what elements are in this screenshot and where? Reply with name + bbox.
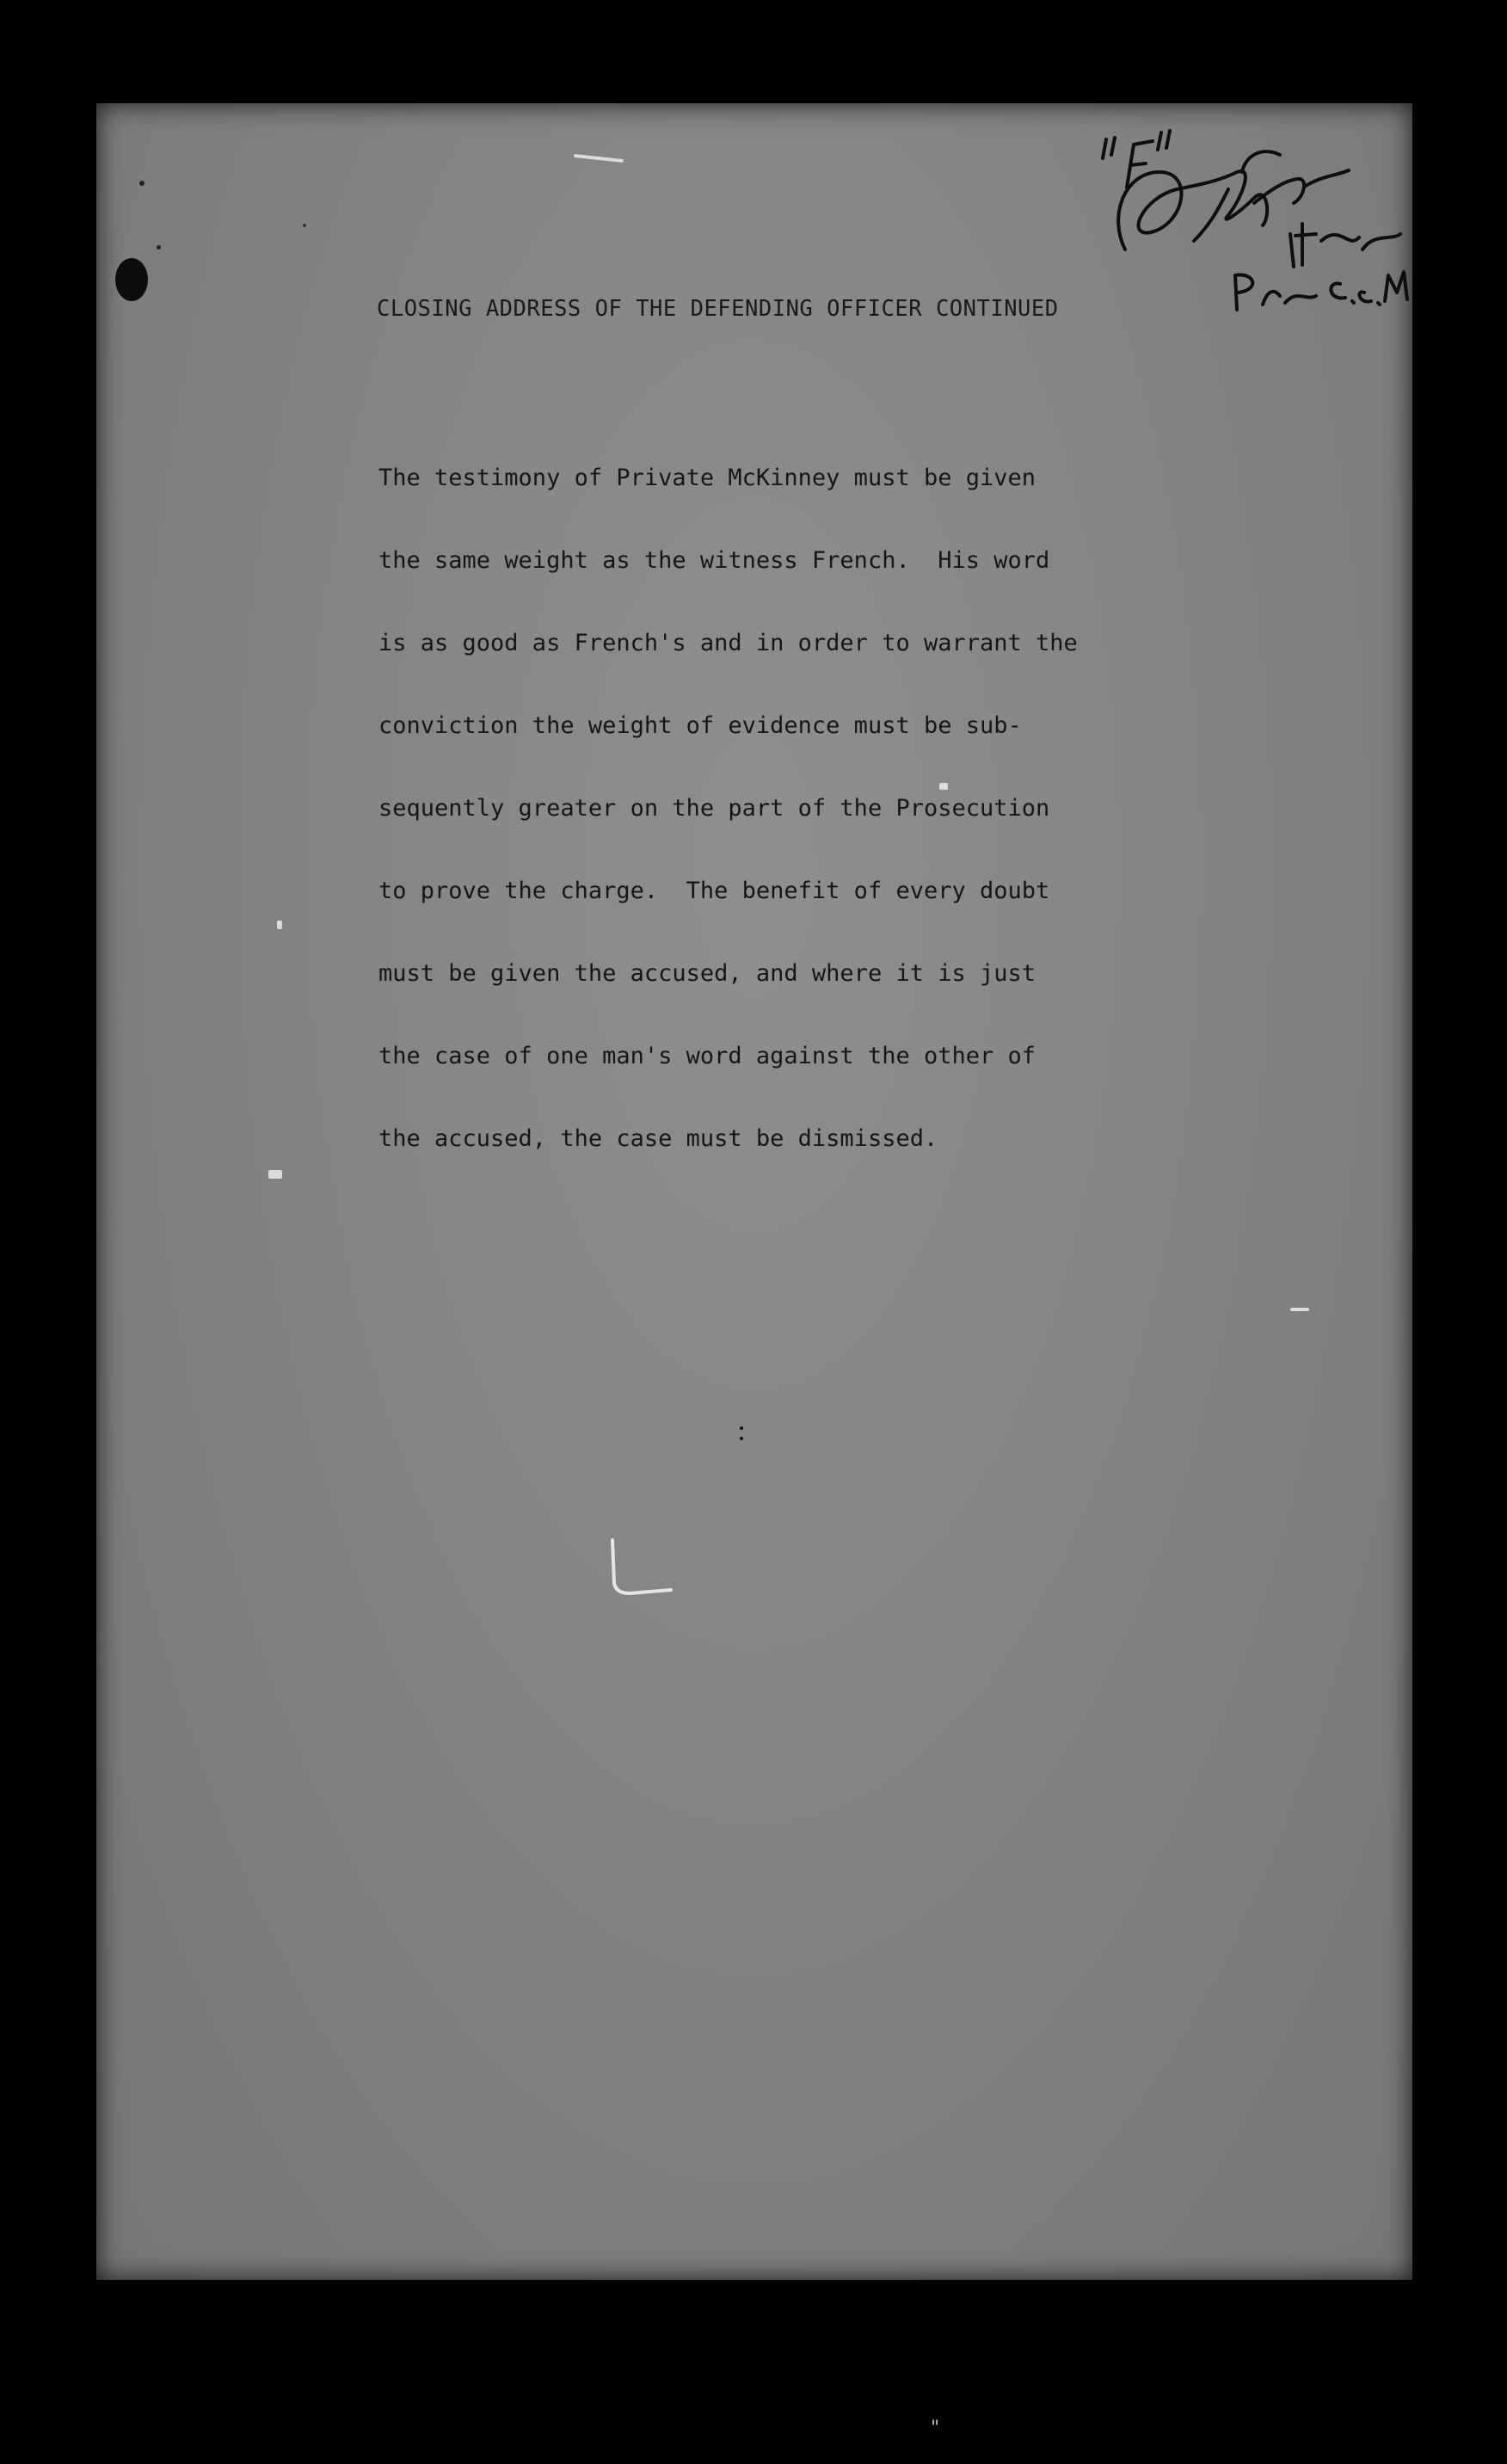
body-line: is as good as French's and in order to warrant the: [378, 630, 1078, 656]
dust-speck: [740, 1426, 743, 1430]
page-heading: CLOSING ADDRESS OF THE DEFENDING OFFICER CONTINUED: [377, 296, 1059, 322]
scratch-mark: [277, 921, 282, 929]
body-line: conviction the weight of evidence must be sub-: [378, 712, 1022, 739]
body-line: to prove the charge. The benefit of every doubt: [378, 878, 1050, 904]
dust-speck: [303, 224, 306, 227]
body-line: sequently greater on the part of the Prosecution: [378, 795, 1050, 822]
dust-speck: [139, 181, 145, 186]
body-paragraph: [378, 410, 1078, 1208]
body-line: the same weight as the witness French. His word: [378, 547, 1050, 574]
body-line: The testimony of Private McKinney must be given: [378, 465, 1036, 491]
scratch-mark: [1290, 1308, 1309, 1311]
scratch-mark: [268, 1170, 282, 1179]
scratch-mark: [574, 154, 624, 163]
body-line: the case of one man's word against the other of: [378, 1043, 1036, 1069]
body-line: the accused, the case must be dismissed.: [378, 1125, 938, 1152]
scratch-stroke: [604, 1531, 681, 1600]
handwritten-signature: [1091, 120, 1418, 344]
ink-blot: [115, 258, 148, 301]
dust-speck: [740, 1437, 743, 1440]
scan-edge-mark: ": [931, 2418, 940, 2439]
dust-speck: [157, 245, 161, 249]
body-line: must be given the accused, and where it is just: [378, 960, 1036, 987]
